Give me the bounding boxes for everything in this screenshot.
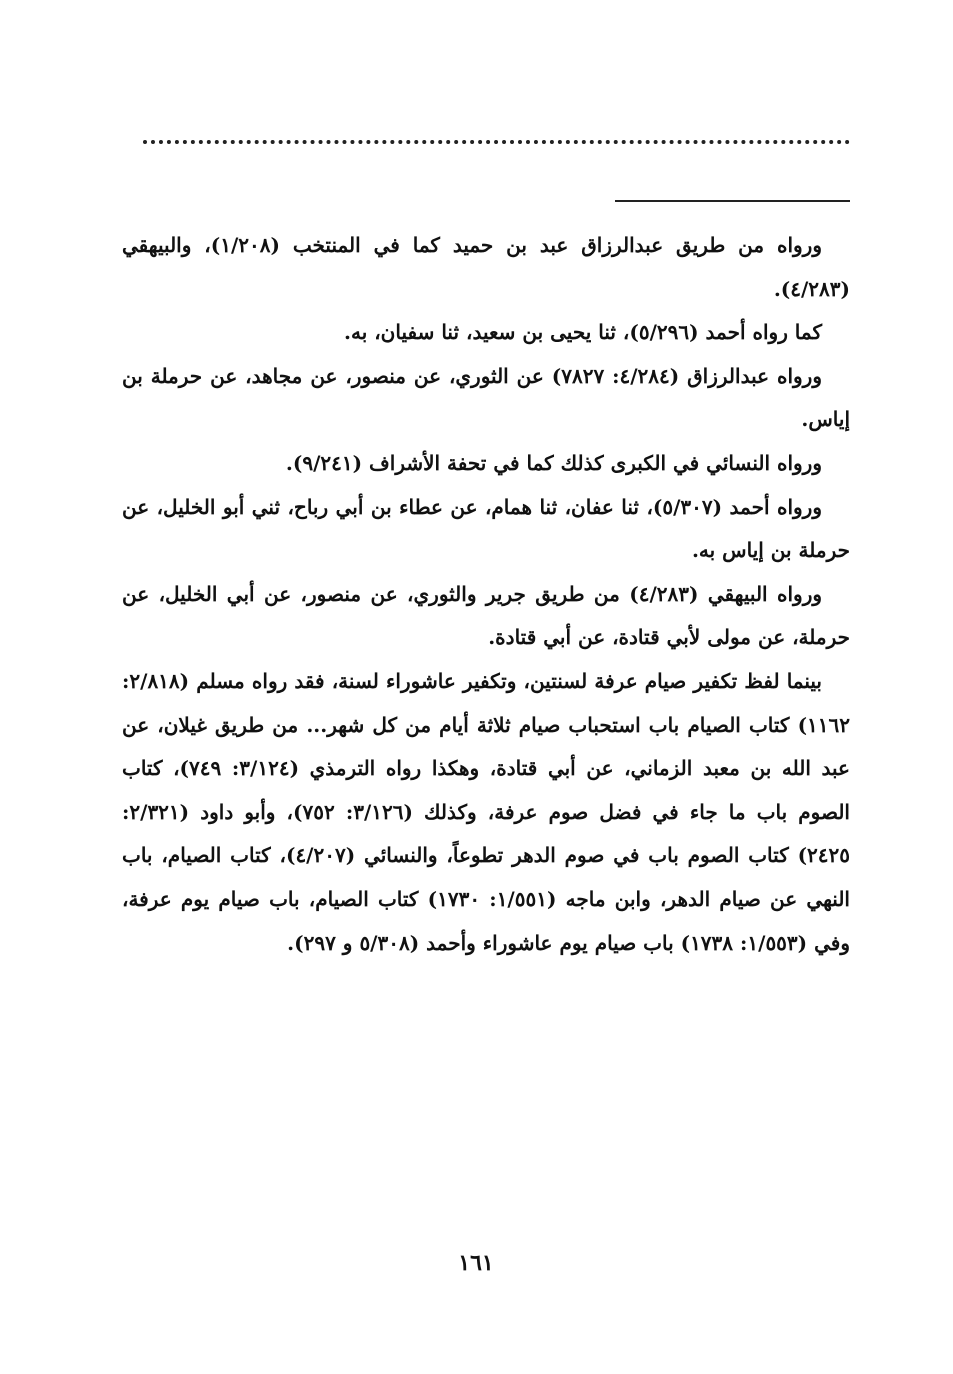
footnote-separator xyxy=(615,200,850,202)
footnote-paragraph: كما رواه أحمد (٥/٢٩٦)، ثنا يحيى بن سعيد، ثنا سفيان، به. xyxy=(344,320,822,345)
footnote-paragraph: ورواه البيهقي (٤/٢٨٣) من طريق جرير والثوري، عن منصور، عن أبي الخليل، عن حرملة، عن مولى لأبي قتادة، عن أبي قتادة. xyxy=(122,581,850,650)
footnotes-section xyxy=(122,224,850,965)
footnote-paragraph: ورواه عبدالرزاق (٤/٢٨٤: ٧٨٢٧) عن الثوري، عن منصور، عن مجاهد، عن حرملة بن إياس. xyxy=(122,363,850,432)
footnote-paragraph: ورواه النسائي في الكبرى كذلك كما في تحفة الأشراف (٩/٢٤١). xyxy=(285,450,822,475)
footnote-paragraph: بينما لفظ تكفير صيام عرفة لسنتين، وتكفير عاشوراء لسنة، فقد رواه مسلم (٢/٨١٨: ١١٦٢) كتاب الصيام باب استحباب صيام ثلاثة أيام من كل شهر... من طريق غيلان، عن عبد الله بن معبد الزماني، عن أبي قتادة، وهكذا رواه الترمذي (٣/١٢٤: ٧٤٩)، كتاب الصوم باب ما جاء في فضل صوم عرفة، وكذلك (٣/١٢٦: ٧٥٢)، وأبو داود (٢/٣٢١: ٢٤٢٥) كتاب الصوم باب في صوم الدهر تطوعاً، والنسائي (٤/٢٠٧)، كتاب الصيام، باب النهي عن صيام الدهر، وابن ماجه (١/٥٥١: ١٧٣٠) كتاب الصيام، باب صيام يوم عرفة، وفي (١/٥٥٣: ١٧٣٨) باب صيام يوم عاشوراء وأحمد (٥/٣٠٨ و ٢٩٧). xyxy=(122,668,851,955)
footnote-paragraph: ورواه من طريق عبدالرزاق عبد بن حميد كما في المنتخب (١/٢٠٨)، والبيهقي (٤/٢٨٣). xyxy=(122,233,850,301)
dotted-separator xyxy=(143,140,850,144)
footnote-paragraph: ورواه أحمد (٥/٣٠٧)، ثنا عفان، ثنا همام، عن عطاء بن أبي رباح، ثني أبو الخليل، عن حرملة بن إياس به. xyxy=(122,494,850,563)
page-number: ١٦١ xyxy=(458,1250,494,1276)
